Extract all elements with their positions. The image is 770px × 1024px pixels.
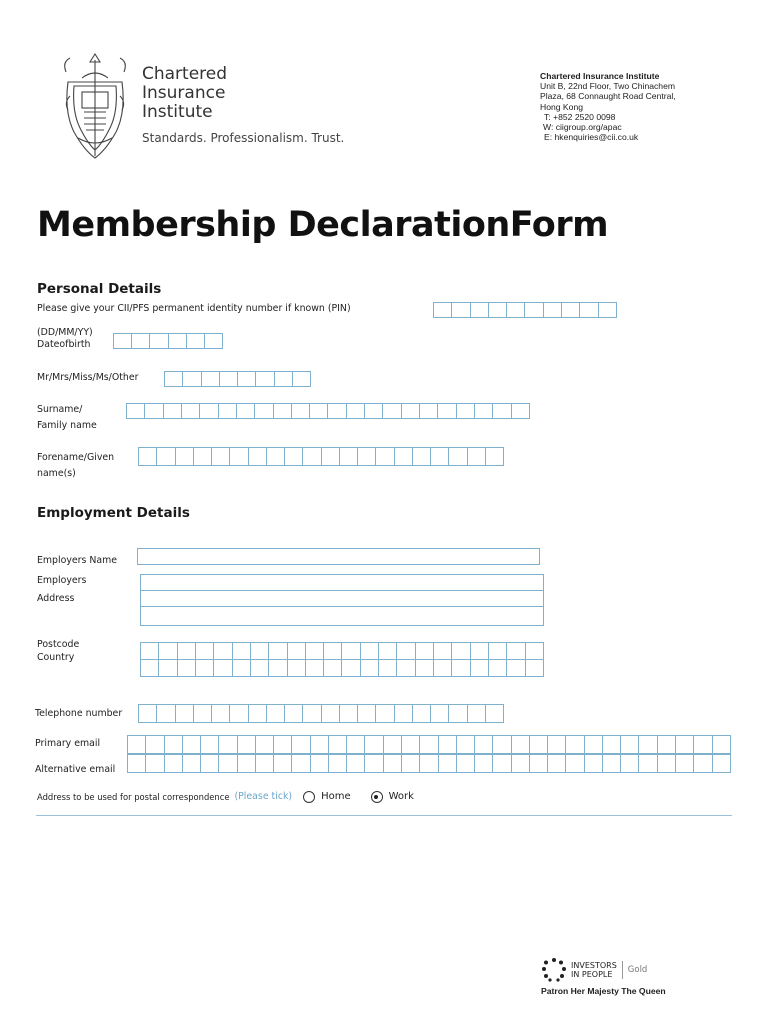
- logo-line: Institute: [142, 102, 213, 122]
- address-org: Chartered Insurance Institute: [540, 71, 660, 81]
- pin-input[interactable]: [433, 302, 617, 318]
- laurel-wreath-icon: [541, 957, 567, 983]
- telephone-input[interactable]: [138, 704, 504, 723]
- dob-label: Dateofbirth: [37, 339, 91, 350]
- cii-crest-logo-icon: [60, 52, 130, 164]
- postal-correspondence-row: [37, 789, 414, 805]
- surname-label-line: Family name: [37, 420, 97, 431]
- forename-label-line: Forename/Given: [37, 452, 115, 463]
- dob-format-label: (DD/MM/YY): [37, 327, 93, 338]
- employer-name-input[interactable]: [137, 548, 540, 565]
- surname-input[interactable]: [126, 403, 530, 419]
- address-web: W: ciigroup.org/apac: [543, 122, 622, 133]
- investors-in-people-badge: [541, 957, 647, 983]
- section-divider: [36, 815, 732, 816]
- section-heading-personal: Personal Details: [37, 281, 162, 297]
- address-line-3[interactable]: [141, 607, 543, 623]
- postcode-input[interactable]: [140, 642, 544, 660]
- iip-level: Gold: [627, 965, 648, 975]
- telephone-label: Telephone number: [35, 708, 123, 719]
- employer-address-input[interactable]: [140, 574, 544, 626]
- country-input[interactable]: [140, 659, 544, 677]
- home-radio-icon[interactable]: [303, 791, 315, 803]
- forename-label-line: name(s): [37, 468, 76, 479]
- logo-tagline: Standards. Professionalism. Trust.: [142, 131, 345, 145]
- home-option-label[interactable]: Home: [321, 791, 351, 802]
- title-label: Mr/Mrs/Miss/Ms/Other: [37, 372, 139, 383]
- surname-label: [37, 402, 97, 434]
- address-line-1[interactable]: [141, 575, 543, 591]
- iip-line: INVESTORS: [571, 961, 617, 970]
- employer-address-label: [37, 572, 86, 608]
- postal-label: Address to be used for postal correspondence: [37, 792, 230, 802]
- country-label: Country: [37, 652, 75, 663]
- primary-email-label: Primary email: [35, 738, 101, 749]
- logo-wordmark: [142, 65, 227, 122]
- employer-address-label-line: Employers: [37, 575, 87, 586]
- address-line: Hong Kong: [540, 101, 584, 112]
- employer-name-label: Employers Name: [37, 555, 118, 566]
- primary-email-input[interactable]: [127, 735, 731, 754]
- iip-line: IN PEOPLE: [571, 970, 613, 979]
- section-heading-employment: Employment Details: [37, 505, 190, 521]
- address-phone: T: +852 2520 0098: [544, 111, 616, 122]
- address-line: Unit B, 22nd Floor, Two Chinachem: [540, 81, 676, 92]
- forename-label: [37, 450, 114, 482]
- address-line: Plaza, 68 Connaught Road Central,: [540, 91, 676, 102]
- logo-line: Insurance: [142, 83, 226, 103]
- page-title: Membership DeclarationForm: [37, 205, 609, 245]
- surname-label-line: Surname/: [37, 404, 83, 415]
- employer-address-label-line: Address: [37, 593, 75, 604]
- pin-label: Please give your CII/PFS permanent identity number if known (PIN): [37, 303, 351, 314]
- dob-input[interactable]: [113, 333, 223, 349]
- title-input[interactable]: [164, 371, 311, 387]
- contact-address-block: [540, 71, 676, 142]
- postal-hint: (Please tick): [234, 791, 293, 802]
- patron-line: Patron Her Majesty The Queen: [541, 986, 666, 996]
- alt-email-label: Alternative email: [35, 764, 116, 775]
- work-radio-icon[interactable]: [371, 791, 383, 803]
- address-line-2[interactable]: [141, 591, 543, 607]
- logo-line: Chartered: [142, 64, 228, 84]
- alt-email-input[interactable]: [127, 754, 731, 773]
- work-option-label[interactable]: Work: [388, 791, 414, 802]
- forename-input[interactable]: [138, 447, 504, 466]
- postcode-label: Postcode: [37, 639, 80, 650]
- address-email: E: hkenquiries@cii.co.uk: [544, 132, 639, 143]
